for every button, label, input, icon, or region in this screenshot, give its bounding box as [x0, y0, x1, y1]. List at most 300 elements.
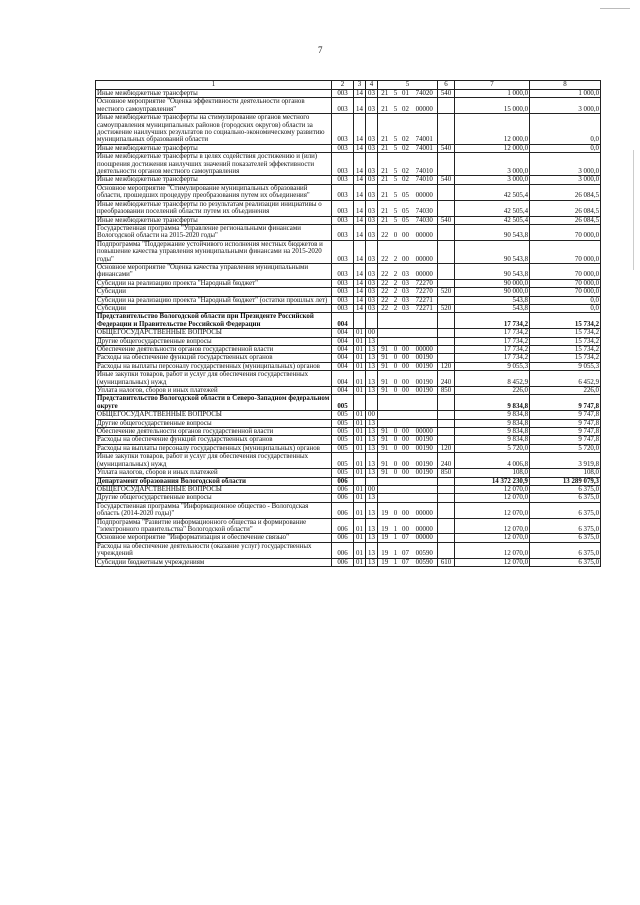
- activity-code: 02: [400, 144, 412, 152]
- activity-code: 02: [400, 153, 412, 176]
- subsection-code: 13: [366, 428, 378, 436]
- direction-code: 72270: [412, 288, 438, 296]
- expense-type-code: 540: [438, 144, 455, 152]
- direction-code: 00000: [412, 346, 438, 354]
- direction-code: 00190: [412, 469, 438, 477]
- expense-type-code: [438, 184, 455, 200]
- ministry-code: 005: [332, 419, 354, 427]
- sum-year-1: 17 734,2: [455, 346, 530, 354]
- ministry-code: 003: [332, 98, 354, 114]
- expense-type-code: 120: [438, 362, 455, 370]
- section-code: [354, 477, 366, 485]
- ministry-code: 003: [332, 279, 354, 287]
- section-code: 01: [354, 371, 366, 387]
- program-code: 21: [378, 184, 392, 200]
- program-code: 21: [378, 114, 392, 145]
- subprogram-code: 1: [392, 542, 400, 558]
- section-code: 14: [354, 184, 366, 200]
- sum-year-2: 9 747,8: [530, 411, 601, 419]
- subprogram-code: 5: [392, 153, 400, 176]
- ministry-code: 003: [332, 144, 354, 152]
- row-name: Представительство Вологодской области в Северо-Западном федеральном округе: [96, 395, 332, 411]
- expense-type-code: [438, 494, 455, 502]
- expense-type-code: 850: [438, 469, 455, 477]
- column-number: 1: [96, 81, 332, 90]
- subsection-code: 13: [366, 502, 378, 518]
- subprogram-code: 5: [392, 144, 400, 152]
- sum-year-1: 3 000,0: [455, 176, 530, 184]
- subsection-code: 13: [366, 444, 378, 452]
- ministry-code: 003: [332, 184, 354, 200]
- table-row: [96, 279, 601, 287]
- subsection-code: 03: [366, 240, 378, 263]
- program-code: 19: [378, 518, 392, 534]
- direction-code: 00000: [412, 428, 438, 436]
- section-code: 14: [354, 200, 366, 216]
- subsection-code: 13: [366, 362, 378, 370]
- sum-year-2: 6 452,9: [530, 371, 601, 387]
- expense-type-code: 120: [438, 444, 455, 452]
- subprogram-code: 1: [392, 534, 400, 542]
- table-row: [96, 114, 601, 145]
- subsection-code: [366, 477, 378, 485]
- table-row: [96, 296, 601, 304]
- subprogram-code: 0: [392, 387, 400, 395]
- expense-type-code: [438, 395, 455, 411]
- row-name: Подпрограмма "Поддержание устойчивого исполнения местных бюджетов и повышение качества управления муниципальными финансами на 2015-2020 годы": [96, 240, 332, 263]
- subsection-code: 13: [366, 419, 378, 427]
- subprogram-code: 0: [392, 502, 400, 518]
- sum-year-2: 5 720,0: [530, 444, 601, 452]
- program-code: [378, 485, 392, 493]
- row-name: ОБЩЕГОСУДАРСТВЕННЫЕ ВОПРОСЫ: [96, 411, 332, 419]
- row-name: Иные межбюджетные трансферты: [96, 90, 332, 98]
- activity-code: 05: [400, 200, 412, 216]
- program-code: 91: [378, 469, 392, 477]
- table-row: [96, 288, 601, 296]
- subsection-code: 03: [366, 176, 378, 184]
- column-number: 5: [378, 81, 438, 90]
- expense-type-code: [438, 436, 455, 444]
- ministry-code: 005: [332, 469, 354, 477]
- direction-code: [412, 395, 438, 411]
- direction-code: 74001: [412, 144, 438, 152]
- sum-year-1: 9 834,8: [455, 411, 530, 419]
- sum-year-2: 3 919,8: [530, 453, 601, 469]
- sum-year-1: 8 452,9: [455, 371, 530, 387]
- row-name: ОБЩЕГОСУДАРСТВЕННЫЕ ВОПРОСЫ: [96, 485, 332, 493]
- subsection-code: 13: [366, 453, 378, 469]
- direction-code: 74030: [412, 216, 438, 224]
- activity-code: 00: [400, 444, 412, 452]
- table-row: [96, 200, 601, 216]
- sum-year-2: 226,0: [530, 387, 601, 395]
- expense-type-code: [438, 114, 455, 145]
- direction-code: [412, 494, 438, 502]
- activity-code: 00: [400, 362, 412, 370]
- activity-code: 03: [400, 304, 412, 312]
- row-name: Расходы на обеспечение функций государственных органов: [96, 354, 332, 362]
- sum-year-2: 13 289 079,3: [530, 477, 601, 485]
- subprogram-code: 5: [392, 200, 400, 216]
- direction-code: 72271: [412, 304, 438, 312]
- ministry-code: 003: [332, 153, 354, 176]
- expense-type-code: [438, 313, 455, 329]
- row-name: Расходы на выплаты персоналу государственных (муниципальных) органов: [96, 444, 332, 452]
- table-row: [96, 337, 601, 345]
- subsection-code: 03: [366, 288, 378, 296]
- row-name: Основное мероприятие "Оценка эффективности деятельности органов местного самоуправления": [96, 98, 332, 114]
- section-code: 14: [354, 176, 366, 184]
- program-code: 19: [378, 534, 392, 542]
- subprogram-code: 5: [392, 184, 400, 200]
- direction-code: 74001: [412, 114, 438, 145]
- table-row: [96, 90, 601, 98]
- sum-year-1: 12 070,0: [455, 534, 530, 542]
- activity-code: 00: [400, 502, 412, 518]
- sum-year-2: 9 055,3: [530, 362, 601, 370]
- subsection-code: 03: [366, 90, 378, 98]
- subprogram-code: 2: [392, 296, 400, 304]
- subprogram-code: [392, 313, 400, 329]
- section-code: 14: [354, 240, 366, 263]
- sum-year-1: 15 000,0: [455, 98, 530, 114]
- expense-type-code: [438, 485, 455, 493]
- section-code: 01: [354, 428, 366, 436]
- activity-code: 02: [400, 98, 412, 114]
- activity-code: 01: [400, 90, 412, 98]
- subprogram-code: [392, 494, 400, 502]
- subsection-code: 03: [366, 200, 378, 216]
- direction-code: [412, 477, 438, 485]
- sum-year-1: 42 505,4: [455, 200, 530, 216]
- column-number: 8: [530, 81, 601, 90]
- table-row: [96, 428, 601, 436]
- sum-year-1: 12 070,0: [455, 502, 530, 518]
- program-code: [378, 494, 392, 502]
- program-code: [378, 411, 392, 419]
- activity-code: 00: [400, 469, 412, 477]
- ministry-code: 005: [332, 411, 354, 419]
- direction-code: 00590: [412, 558, 438, 566]
- expense-type-code: 240: [438, 371, 455, 387]
- expense-type-code: 520: [438, 304, 455, 312]
- section-code: [354, 395, 366, 411]
- table-row: [96, 144, 601, 152]
- subsection-code: 03: [366, 184, 378, 200]
- program-code: [378, 313, 392, 329]
- subprogram-code: [392, 419, 400, 427]
- row-name: Расходы на обеспечение деятельности (оказание услуг) государственных учреждений: [96, 542, 332, 558]
- ministry-code: 006: [332, 542, 354, 558]
- ministry-code: 003: [332, 216, 354, 224]
- table-row: [96, 346, 601, 354]
- row-name: Основное мероприятие "Стимулирование муниципальных образований области, прошедших процедуру преобразования путем их объединения": [96, 184, 332, 200]
- sum-year-2: 1 000,0: [530, 90, 601, 98]
- table-row: [96, 184, 601, 200]
- row-name: Иные межбюджетные трансферты по результатам реализации инициативы о преобразовании поселений области путем их объединения: [96, 200, 332, 216]
- row-name: Обеспечение деятельности органов государственной власти: [96, 346, 332, 354]
- ministry-code: 003: [332, 288, 354, 296]
- section-code: 01: [354, 436, 366, 444]
- section-code: 14: [354, 263, 366, 279]
- program-code: 21: [378, 153, 392, 176]
- sum-year-2: 15 734,2: [530, 313, 601, 329]
- table-row: [96, 176, 601, 184]
- row-name: Расходы на выплаты персоналу государственных (муниципальных) органов: [96, 362, 332, 370]
- subprogram-code: 2: [392, 240, 400, 263]
- direction-code: [412, 329, 438, 337]
- section-code: 01: [354, 387, 366, 395]
- activity-code: [400, 337, 412, 345]
- expense-type-code: 540: [438, 176, 455, 184]
- expense-type-code: [438, 337, 455, 345]
- direction-code: 00190: [412, 436, 438, 444]
- row-name: Иные межбюджетные трансферты в целях содействия достижению и (или) поощрения достижения наилучших значений показателей эффективности деятельности органов местного самоуправления: [96, 153, 332, 176]
- subsection-code: 13: [366, 558, 378, 566]
- subsection-code: 00: [366, 411, 378, 419]
- sum-year-2: 70 000,0: [530, 224, 601, 240]
- subprogram-code: 0: [392, 428, 400, 436]
- activity-code: 02: [400, 114, 412, 145]
- subprogram-code: 0: [392, 469, 400, 477]
- subsection-code: 13: [366, 346, 378, 354]
- ministry-code: 004: [332, 337, 354, 345]
- section-code: 01: [354, 502, 366, 518]
- sum-year-2: 6 375,0: [530, 534, 601, 542]
- program-code: 19: [378, 558, 392, 566]
- program-code: 22: [378, 224, 392, 240]
- table-row: [96, 534, 601, 542]
- direction-code: 00190: [412, 371, 438, 387]
- row-name: Обеспечение деятельности органов государственной власти: [96, 428, 332, 436]
- subprogram-code: 0: [392, 371, 400, 387]
- sum-year-2: 6 375,0: [530, 502, 601, 518]
- sum-year-1: 12 070,0: [455, 542, 530, 558]
- sum-year-1: 543,8: [455, 296, 530, 304]
- expense-type-code: 520: [438, 288, 455, 296]
- sum-year-2: 9 747,8: [530, 428, 601, 436]
- table-row: [96, 313, 601, 329]
- sum-year-1: 17 734,2: [455, 313, 530, 329]
- section-code: 14: [354, 90, 366, 98]
- ministry-code: 003: [332, 263, 354, 279]
- expense-type-code: [438, 477, 455, 485]
- ministry-code: 004: [332, 313, 354, 329]
- table-row: [96, 469, 601, 477]
- activity-code: [400, 313, 412, 329]
- expense-type-code: [438, 518, 455, 534]
- sum-year-2: 3 000,0: [530, 176, 601, 184]
- subprogram-code: [392, 485, 400, 493]
- activity-code: 02: [400, 176, 412, 184]
- sum-year-2: 6 375,0: [530, 494, 601, 502]
- program-code: 22: [378, 263, 392, 279]
- table-row: [96, 387, 601, 395]
- expense-type-code: [438, 411, 455, 419]
- section-code: 01: [354, 346, 366, 354]
- sum-year-2: 26 084,5: [530, 216, 601, 224]
- row-name: Основное мероприятие "Оценка качества управления муниципальными финансами": [96, 263, 332, 279]
- activity-code: [400, 477, 412, 485]
- subsection-code: 03: [366, 216, 378, 224]
- sum-year-1: 17 734,2: [455, 329, 530, 337]
- expense-type-code: 610: [438, 558, 455, 566]
- ministry-code: 003: [332, 200, 354, 216]
- expense-type-code: [438, 419, 455, 427]
- subsection-code: 13: [366, 337, 378, 345]
- scan-edge-mark: [633, 150, 634, 270]
- column-number: 6: [438, 81, 455, 90]
- section-code: 01: [354, 558, 366, 566]
- ministry-code: 006: [332, 558, 354, 566]
- section-code: 14: [354, 98, 366, 114]
- subsection-code: 03: [366, 304, 378, 312]
- program-code: 21: [378, 176, 392, 184]
- ministry-code: 004: [332, 346, 354, 354]
- activity-code: 07: [400, 534, 412, 542]
- section-code: 14: [354, 279, 366, 287]
- sum-year-1: 90 543,8: [455, 240, 530, 263]
- subprogram-code: 5: [392, 90, 400, 98]
- direction-code: 72271: [412, 296, 438, 304]
- program-code: 22: [378, 240, 392, 263]
- section-code: 01: [354, 444, 366, 452]
- scan-edge-mark: [600, 8, 630, 9]
- subsection-code: 13: [366, 518, 378, 534]
- sum-year-1: 90 000,0: [455, 288, 530, 296]
- ministry-code: 004: [332, 387, 354, 395]
- subsection-code: 13: [366, 354, 378, 362]
- program-code: [378, 337, 392, 345]
- activity-code: 03: [400, 288, 412, 296]
- sum-year-2: 6 375,0: [530, 518, 601, 534]
- table-row: [96, 304, 601, 312]
- row-name: Иные межбюджетные трансферты: [96, 176, 332, 184]
- expense-type-code: 540: [438, 90, 455, 98]
- expense-type-code: [438, 502, 455, 518]
- direction-code: 00190: [412, 354, 438, 362]
- expense-type-code: [438, 428, 455, 436]
- program-code: 91: [378, 362, 392, 370]
- expense-type-code: [438, 240, 455, 263]
- expense-type-code: [438, 296, 455, 304]
- program-code: 91: [378, 387, 392, 395]
- table-row: [96, 216, 601, 224]
- table-row: [96, 263, 601, 279]
- ministry-code: 003: [332, 90, 354, 98]
- activity-code: 07: [400, 558, 412, 566]
- subprogram-code: 5: [392, 98, 400, 114]
- sum-year-1: 42 505,4: [455, 184, 530, 200]
- subprogram-code: [392, 329, 400, 337]
- section-code: 01: [354, 534, 366, 542]
- table-row: [96, 485, 601, 493]
- sum-year-1: 1 000,0: [455, 90, 530, 98]
- subprogram-code: [392, 477, 400, 485]
- ministry-code: 004: [332, 362, 354, 370]
- row-name: ОБЩЕГОСУДАРСТВЕННЫЕ ВОПРОСЫ: [96, 329, 332, 337]
- direction-code: 00000: [412, 518, 438, 534]
- activity-code: 03: [400, 279, 412, 287]
- sum-year-1: 90 000,0: [455, 279, 530, 287]
- subsection-code: [366, 395, 378, 411]
- table-row: [96, 453, 601, 469]
- row-name: Другие общегосударственные вопросы: [96, 494, 332, 502]
- ministry-code: 004: [332, 371, 354, 387]
- direction-code: 00000: [412, 263, 438, 279]
- table-row: [96, 436, 601, 444]
- expense-type-code: [438, 354, 455, 362]
- section-code: [354, 313, 366, 329]
- table-row: [96, 558, 601, 566]
- subsection-code: 00: [366, 329, 378, 337]
- sum-year-2: 9 747,8: [530, 419, 601, 427]
- program-code: 21: [378, 144, 392, 152]
- row-name: Представительство Вологодской области при Президенте Российской Федерации и Правительстве Российской Федерации: [96, 313, 332, 329]
- sum-year-2: 6 375,0: [530, 558, 601, 566]
- direction-code: 74020: [412, 90, 438, 98]
- program-code: 91: [378, 453, 392, 469]
- subsection-code: 00: [366, 485, 378, 493]
- section-code: 01: [354, 337, 366, 345]
- sum-year-2: 9 747,8: [530, 436, 601, 444]
- activity-code: [400, 395, 412, 411]
- sum-year-1: 12 000,0: [455, 144, 530, 152]
- program-code: 91: [378, 354, 392, 362]
- direction-code: [412, 337, 438, 345]
- section-code: 14: [354, 296, 366, 304]
- subprogram-code: 0: [392, 362, 400, 370]
- expense-type-code: [438, 200, 455, 216]
- row-name: Подпрограмма "Развитие информационного общества и формирование "электронного правительства" Вологодской области": [96, 518, 332, 534]
- table-row: [96, 411, 601, 419]
- ministry-code: 006: [332, 485, 354, 493]
- row-name: Другие общегосударственные вопросы: [96, 337, 332, 345]
- subsection-code: 13: [366, 371, 378, 387]
- subsection-code: 13: [366, 436, 378, 444]
- ministry-code: 006: [332, 477, 354, 485]
- subprogram-code: 5: [392, 176, 400, 184]
- subprogram-code: 5: [392, 216, 400, 224]
- sum-year-2: 70 000,0: [530, 263, 601, 279]
- subprogram-code: 0: [392, 346, 400, 354]
- sum-year-2: 15 734,2: [530, 346, 601, 354]
- section-code: 14: [354, 224, 366, 240]
- direction-code: 74010: [412, 176, 438, 184]
- table-row: [96, 502, 601, 518]
- subsection-code: 03: [366, 144, 378, 152]
- expense-type-code: [438, 346, 455, 354]
- sum-year-1: 226,0: [455, 387, 530, 395]
- direction-code: 72270: [412, 279, 438, 287]
- program-code: 22: [378, 304, 392, 312]
- table-row: [96, 354, 601, 362]
- row-name: Субсидии бюджетным учреждениям: [96, 558, 332, 566]
- section-code: 01: [354, 469, 366, 477]
- section-code: 01: [354, 453, 366, 469]
- expense-type-code: [438, 542, 455, 558]
- subsection-code: 03: [366, 98, 378, 114]
- subsection-code: 03: [366, 114, 378, 145]
- direction-code: 74030: [412, 200, 438, 216]
- direction-code: 00000: [412, 534, 438, 542]
- expense-type-code: 240: [438, 453, 455, 469]
- sum-year-1: 17 734,2: [455, 337, 530, 345]
- sum-year-2: 70 000,0: [530, 288, 601, 296]
- sum-year-2: 15 734,2: [530, 337, 601, 345]
- subprogram-code: [392, 395, 400, 411]
